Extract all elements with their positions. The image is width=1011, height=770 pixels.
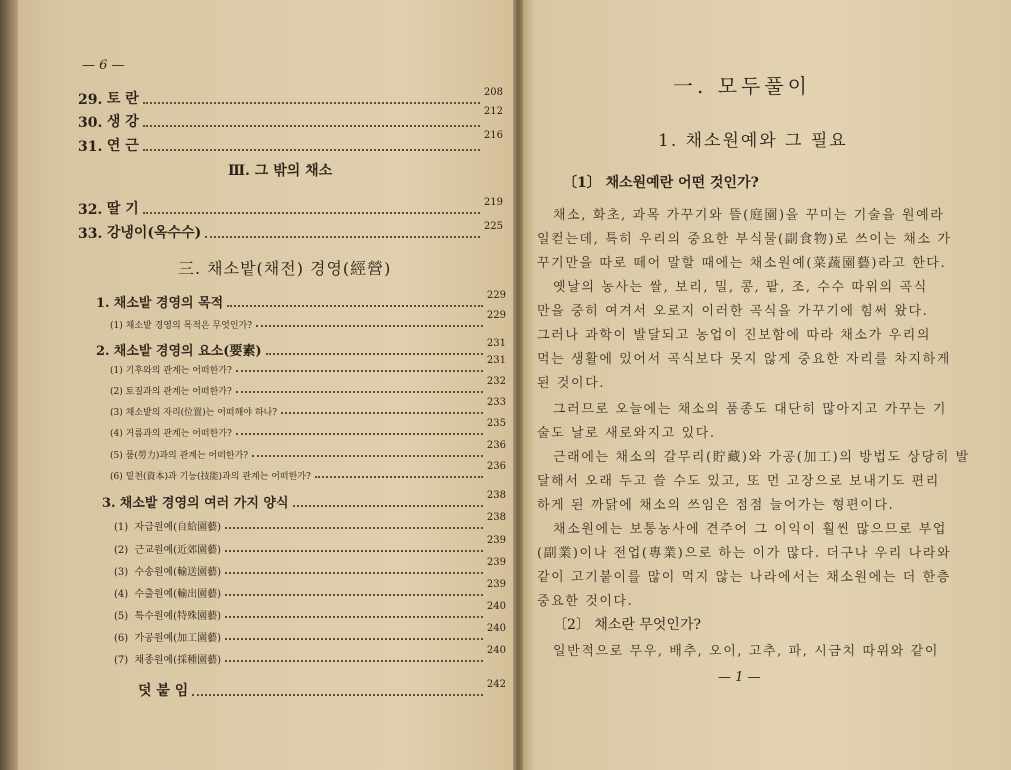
toc-group xyxy=(96,340,506,359)
toc-subentry xyxy=(114,623,506,644)
toc-group-number: 1. xyxy=(96,296,110,311)
toc-subentry-page: 240 xyxy=(486,645,506,656)
right-page xyxy=(523,0,1011,770)
toc-subentry-page: 231 xyxy=(486,355,506,366)
toc-entry xyxy=(78,222,503,242)
toc-subentry-title: 자급원예(自給園藝) xyxy=(134,522,221,533)
toc-subentry-number: (3) xyxy=(110,408,123,418)
toc-entry-title: 생 강 xyxy=(106,114,139,130)
toc-subentry-number: (4) xyxy=(114,589,129,600)
chapter-title: 一. 모두풀이 xyxy=(673,74,811,98)
paragraph-line: 채소, 화초, 과목 가꾸기와 뜰(庭園)을 꾸미는 기술을 원예라 xyxy=(553,208,945,223)
toc-leader-dots xyxy=(225,659,483,662)
paragraph-line: 같이 고기붙이를 많이 먹지 않는 나라에서는 채소원에는 더 한층 xyxy=(537,570,951,585)
toc-subentry-title: 밑천(資本)과 기능(技能)과의 관계는 어떠한가? xyxy=(125,472,311,482)
toc-group-title: 채소밭 경영의 여러 가지 양식 xyxy=(119,496,289,511)
left-page xyxy=(18,0,513,770)
toc-subentry xyxy=(110,397,506,418)
paragraph-line: 달해서 오래 두고 쓸 수도 있고, 또 먼 고장으로 보내기도 편리 xyxy=(537,474,940,489)
toc-leader-dots xyxy=(236,390,483,393)
page-number-bottom: — 1 — xyxy=(718,670,761,685)
toc-leader-dots xyxy=(225,526,483,529)
section-title: 1. 채소원예와 그 필요 xyxy=(658,131,848,151)
toc-subentry-page: 236 xyxy=(486,440,506,451)
toc-subentry xyxy=(110,355,506,376)
paragraph-line: 술도 날로 새로와지고 있다. xyxy=(537,426,716,441)
toc-appendix-page: 242 xyxy=(486,679,506,690)
toc-subentry-page: 229 xyxy=(486,310,506,321)
toc-group-title: 채소밭 경영의 요소(要素) xyxy=(113,344,262,359)
toc-leader-dots xyxy=(227,304,483,307)
book-edge xyxy=(0,0,18,770)
toc-group-number: 2. xyxy=(96,344,110,359)
paragraph-line: 옛날의 농사는 쌀, 보리, 밀, 콩, 팥, 조, 수수 따위의 곡식 xyxy=(553,280,928,295)
book-spine xyxy=(513,0,523,770)
toc-subentry-page: 235 xyxy=(486,418,506,429)
toc-group-page: 231 xyxy=(486,338,506,349)
toc-entry-title: 토 란 xyxy=(106,91,139,107)
toc-leader-dots xyxy=(252,454,483,457)
toc-leader-dots xyxy=(143,148,480,151)
toc-entry-title: 강냉이(옥수수) xyxy=(106,225,202,241)
toc-subentry-number: (2) xyxy=(114,545,129,556)
toc-subentry xyxy=(110,440,506,461)
toc-subentry-page: 238 xyxy=(486,512,506,523)
toc-subentry-title: 채소밭 경영의 목적은 무엇인가? xyxy=(125,321,253,331)
toc-leader-dots xyxy=(143,124,480,127)
subsection-heading: 〔1〕 채소원예란 어떤 것인가? xyxy=(563,175,759,191)
paragraph-line: 하게 된 까닭에 채소의 쓰임은 점점 늘어가는 형편이다. xyxy=(537,498,895,513)
toc-subentry-page: 239 xyxy=(486,557,506,568)
toc-subentry-title: 가공원예(加工園藝) xyxy=(134,633,221,644)
toc-entry-page: 225 xyxy=(483,221,503,232)
toc-subentry-number: (4) xyxy=(110,429,123,439)
paragraph-line: (副業)이나 전업(專業)으로 하는 이가 많다. 더구나 우리 나라와 xyxy=(537,546,952,561)
toc-leader-dots xyxy=(143,211,480,214)
toc-subentry xyxy=(114,535,506,556)
toc-subentry-page: 236 xyxy=(486,461,506,472)
toc-entry-page: 208 xyxy=(483,87,503,98)
toc-group xyxy=(96,292,506,311)
toc-leader-dots xyxy=(315,475,483,478)
toc-leader-dots xyxy=(236,432,483,435)
part-heading: 三. 채소밭(채전) 경영(經營) xyxy=(178,259,392,278)
toc-leader-dots xyxy=(225,593,483,596)
toc-entry-number: 33. xyxy=(78,226,103,242)
paragraph-line: 된 것이다. xyxy=(537,376,606,391)
toc-entry-number: 32. xyxy=(78,202,103,218)
toc-entry xyxy=(78,88,503,108)
toc-subentry-title: 수송원예(輸送園藝) xyxy=(134,567,221,578)
toc-entry-number: 30. xyxy=(78,115,103,131)
paragraph-line: 만을 중히 여겨서 오로지 이러한 곡식을 가꾸기에 힘써 왔다. xyxy=(537,304,929,319)
toc-leader-dots xyxy=(281,411,483,414)
toc-subentry-title: 토질과의 관계는 어떠한가? xyxy=(125,387,232,397)
toc-entry-title: 연 근 xyxy=(106,138,139,154)
toc-leader-dots xyxy=(256,324,483,327)
toc-leader-dots xyxy=(225,637,483,640)
toc-subentry-number: (6) xyxy=(114,633,129,644)
toc-subentry xyxy=(114,557,506,578)
toc-subentry-number: (3) xyxy=(114,567,129,578)
toc-group-page: 238 xyxy=(486,490,506,501)
toc-subentry xyxy=(110,461,506,482)
toc-leader-dots xyxy=(236,369,483,372)
toc-subentry xyxy=(110,376,506,397)
toc-subentry-title: 특수원예(特殊園藝) xyxy=(134,611,221,622)
toc-entry-page: 219 xyxy=(483,197,503,208)
toc-subentry xyxy=(114,645,506,666)
toc-leader-dots xyxy=(205,235,480,238)
toc-entry-number: 31. xyxy=(78,139,103,155)
toc-appendix-title: 덧 붙 임 xyxy=(138,683,189,699)
paragraph-line: 꾸기만을 따로 떼어 말할 때에는 채소원예(菜蔬園藝)라고 한다. xyxy=(537,256,947,271)
toc-subentry-title: 품(勞力)과의 관계는 어떠한가? xyxy=(125,451,249,461)
toc-subentry-title: 채소밭의 자리(位置)는 어떠해야 하나? xyxy=(125,408,278,418)
toc-entry xyxy=(78,106,503,131)
toc-leader-dots xyxy=(225,549,483,552)
toc-subentry-number: (1) xyxy=(114,522,129,533)
paragraph-line: 먹는 생활에 있어서 곡식보다 못지 않게 중요한 자리를 차지하게 xyxy=(537,352,951,367)
paragraph-line: 근래에는 채소의 갈무리(貯藏)와 가공(加工)의 방법도 상당히 발 xyxy=(553,450,970,465)
toc-subentry-number: (7) xyxy=(114,655,129,666)
toc-subentry xyxy=(110,310,506,331)
toc-entry-page: 212 xyxy=(483,106,503,117)
paragraph-line: 그러나 과학이 발달되고 농업이 진보함에 따라 채소가 우리의 xyxy=(537,328,932,343)
toc-leader-dots xyxy=(225,571,483,574)
paragraph-line: 채소원에는 보통농사에 견주어 그 이익이 훨씬 많으므로 부업 xyxy=(553,522,948,537)
toc-entry-page: 216 xyxy=(483,130,503,141)
page-number-top: — 6 — xyxy=(82,58,125,73)
toc-subentry-page: 239 xyxy=(486,535,506,546)
toc-group-number: 3. xyxy=(102,496,116,511)
toc-subentry-number: (2) xyxy=(110,387,123,397)
toc-entry-title: 딸 기 xyxy=(106,201,139,217)
toc-appendix xyxy=(138,680,506,700)
paragraph-line: 그러므로 오늘에는 채소의 품종도 대단히 많아지고 가꾸는 기 xyxy=(553,402,948,417)
toc-subentry-page: 232 xyxy=(486,376,506,387)
toc-entry xyxy=(78,130,503,155)
toc-subentry-page: 233 xyxy=(486,397,506,408)
toc-subentry xyxy=(114,601,506,622)
toc-entry xyxy=(78,198,503,218)
toc-subentry-number: (1) xyxy=(110,321,123,331)
toc-entry-number: 29. xyxy=(78,92,103,108)
toc-subentry-number: (1) xyxy=(110,366,123,376)
toc-subentry-title: 근교원예(近郊園藝) xyxy=(134,545,221,556)
toc-subentry xyxy=(114,579,506,600)
toc-leader-dots xyxy=(192,693,483,696)
toc-subentry-number: (6) xyxy=(110,472,123,482)
toc-subentry-title: 기후와의 관계는 어떠한가? xyxy=(125,366,232,376)
toc-subentry xyxy=(110,418,506,439)
paragraph-line: 일반적으로 무우, 배추, 오이, 고추, 파, 시금치 따위와 같이 xyxy=(553,644,939,659)
toc-subentry-page: 240 xyxy=(486,623,506,634)
subsection-heading: 〔2〕 채소란 무엇인가? xyxy=(553,617,701,633)
toc-subentry-page: 240 xyxy=(486,601,506,612)
toc-subentry-title: 거름과의 관계는 어떠한가? xyxy=(125,429,232,439)
toc-leader-dots xyxy=(266,352,483,355)
toc-group-title: 채소밭 경영의 목적 xyxy=(113,296,224,311)
paragraph-line: 일컫는데, 특히 우리의 중요한 부식물(副食物)로 쓰이는 채소 가 xyxy=(537,232,952,247)
toc-subentry-page: 239 xyxy=(486,579,506,590)
toc-subentry xyxy=(114,512,506,533)
section-heading: Ⅲ. 그 밖의 채소 xyxy=(228,163,333,179)
toc-subentry-number: (5) xyxy=(114,611,129,622)
toc-leader-dots xyxy=(293,504,483,507)
toc-group xyxy=(102,492,506,511)
toc-subentry-title: 채종원예(採種園藝) xyxy=(134,655,221,666)
toc-subentry-title: 수출원예(輸出園藝) xyxy=(134,589,221,600)
paragraph-line: 중요한 것이다. xyxy=(537,594,634,609)
toc-leader-dots xyxy=(143,101,480,104)
toc-group-page: 229 xyxy=(486,290,506,301)
toc-subentry-number: (5) xyxy=(110,451,123,461)
toc-leader-dots xyxy=(225,615,483,618)
